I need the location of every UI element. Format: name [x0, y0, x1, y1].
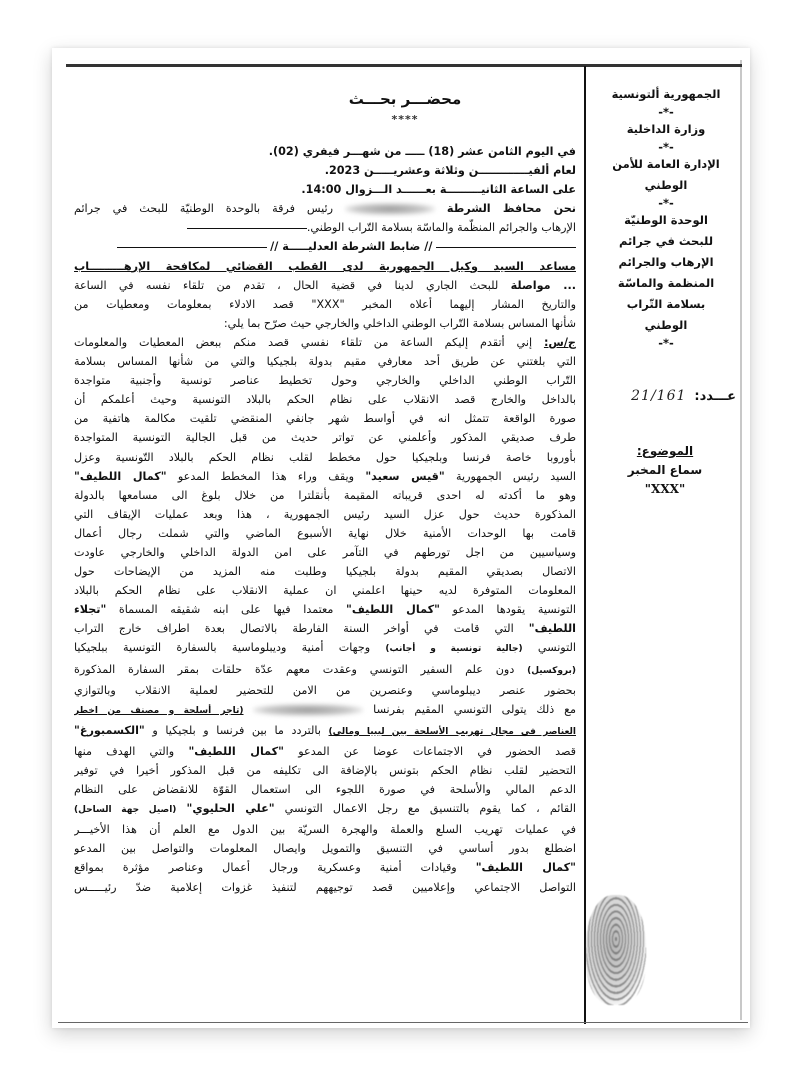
reference-number: [596, 388, 736, 404]
judicial-police-title: // ضابط الشرطة العدليـــــة //: [270, 240, 433, 254]
statement-line: المعلومات المتوفرة لديه حينها اعلمني ان عملية الانقلاب على نظام الحكم بالبلاد: [74, 584, 576, 598]
statement-line: وسياسيين من اجل تورطهم في التآمر على امن الدولة الداخلي والخارجي عاودت: [74, 545, 576, 559]
statement-line: التحضير لقلب نظام الحكم بتونس بالإضافة الى تكليفه من قبل المذكور أخيرا في توفير: [74, 764, 576, 777]
continuation-label: ... مواصلة: [510, 278, 576, 292]
parenthetical: (بروكسيل): [527, 665, 576, 676]
named-person: "كمال اللطيف": [346, 603, 440, 617]
officer-role: رئيس فرقة بالوحدة الوطنيّة للبحث في جرائم: [74, 202, 334, 216]
para1-line-3: شأنها المساس بسلامة التّراب الوطني الداخلي والخارجي حيث صرّح بما يلي:: [223, 316, 576, 330]
parenthetical: (اصيل جهة الساحل): [74, 805, 177, 816]
sidebar-line-unit-3: الإرهاب والجرائم: [618, 255, 714, 269]
statement-line: المذكورة حديث حول عزل السيد رئيس الجمهورية ، هذا وبعد عمليات الإيقاف التي: [74, 507, 576, 521]
named-person: "قيس سعيد": [365, 469, 445, 483]
fingerprint-mark: [586, 895, 646, 1005]
statement-text: إني أتقدم إليكم الساعة من تلقاء نفسي قصد منكم ببعض المعطيات والمعلومات: [74, 335, 533, 349]
date-line-1: في اليوم الثامن عشر (18) ـــــ من شهـــر فيفري (02).: [268, 145, 576, 158]
statement-line-1: [74, 333, 576, 352]
text: والتي الهدف منها: [74, 744, 175, 758]
statement-line: الدعم المالي والأسلحة في صورة اللجوء الى استعمال القوّة للانقضاض على النظام: [74, 783, 576, 797]
sidebar-separator: -*-: [658, 336, 674, 350]
statement-line: [74, 638, 576, 659]
statement-line: بحضور عنصر ديبلوماسي وعنصرين من الامن للتحضير لعملية الانقلاب وبالتوازي: [74, 683, 576, 697]
statement-line: [74, 619, 576, 638]
sidebar-header: [586, 84, 746, 350]
reference-label: عـــدد:: [694, 388, 736, 404]
text: التي قامت في أواخر السنة الفارطة بالاتصال بعدة اطراف خارج التراب: [74, 622, 514, 636]
named-person: "تجلاء: [74, 603, 107, 617]
statement-line: [74, 467, 576, 486]
para1-text: للبحث الجاري لدينا في قضية الحال ، تقدم من تلقاء نفسه في الساعة: [74, 278, 499, 292]
statement-line: [74, 660, 576, 681]
title-stars: ****: [391, 113, 419, 126]
named-person: "كمال اللطيف": [188, 744, 284, 758]
text: وقيادات أمنية وعسكرية ورجال أعمال وعناصر مؤثرة بمواقع: [74, 861, 457, 875]
sidebar-line-ministry: وزارة الداخلية: [626, 122, 706, 136]
top-rule: [66, 64, 742, 67]
statement-line: التواصل الاجتماعي وإعلاميين قصد توجيههم لتنفيذ غزوات إعلامية ضدّ رئيـــــس: [74, 880, 576, 894]
document-title: محضـــر بحـــث: [348, 90, 462, 108]
redacted-name: [345, 203, 435, 215]
assistant-line: مساعد السيد وكيل الجمهورية لدى القطب القضائي لمكافحة الإرهـــــــــاب: [74, 259, 576, 273]
statement-line: [74, 799, 576, 820]
officer-unit: الإرهاب والجرائم المنظّمة والماسّة بسلامة التّراب الوطني.: [306, 221, 576, 235]
text: وجهات أمنية وديبلوماسية بالسفارة التونسية ببلجيكيا: [74, 641, 371, 655]
text: التونسية يقودها المدعو: [452, 603, 576, 617]
question-label: ج/س:: [543, 335, 576, 349]
statement-line: [74, 858, 576, 877]
place-name: "الكسمبورغ": [74, 723, 145, 737]
text: مع ذلك يتولى التونسي المقيم بفرنسا: [373, 702, 576, 716]
reference-value-handwritten: 21/161: [631, 388, 687, 404]
text: ويقف وراء هذا المخطط المدعو: [177, 469, 355, 483]
statement-line: قامت بها الوحدات الأمنية خلال نهاية الأسبوع الماضي والتي شملت رجال أعمال: [74, 526, 576, 540]
text: السيد رئيس الجمهورية: [455, 469, 576, 483]
sidebar-line-unit: الوحدة الوطنيّة: [624, 213, 708, 227]
sidebar-separator: -*-: [658, 140, 674, 154]
sidebar-separator: -*-: [658, 105, 674, 119]
text: دون علم السفير التونسي وعقدت معهم عدّة حلقات بمقر السفارة المذكورة: [74, 662, 515, 676]
statement-line: [74, 742, 576, 761]
document-body: [74, 142, 576, 897]
bottom-rule: [58, 1022, 748, 1023]
officer-title: نحن محافظ الشرطة: [446, 202, 576, 216]
statement-line: التّراب الوطني الداخلي والخارجي وحول تخطيط عناصر تونسية وأجنبية متواجدة: [74, 374, 576, 388]
named-person: "كمال اللطيف": [475, 861, 576, 875]
parenthetical: (تاجر أسلحة و مصنف من اخطر: [74, 705, 244, 716]
subject-block: [590, 442, 740, 499]
statement-line: [74, 721, 576, 742]
sidebar-line-directorate-2: الوطني: [644, 178, 688, 192]
named-person: "كمال اللطيف": [74, 469, 167, 483]
statement-line: [74, 700, 576, 721]
statement-line: الاتصال بصديقي المقيم بدولة بلجيكيا وطلبت منه المزيد من الإيضاحات حول: [74, 565, 576, 579]
judicial-police-line: [74, 237, 576, 256]
sidebar-line-unit-4: المنظمة والماسّة: [617, 276, 715, 290]
sidebar-line-unit-2: للبحث في جرائم: [618, 234, 714, 248]
sidebar-line-republic: الجمهورية ألتونسية: [611, 87, 721, 101]
statement-line: صورة الواقعة تتمثل انه في أواسط شهر جانفي المنقضي تلقيت مكالمة هاتفية من: [74, 412, 576, 426]
statement-line: وهو ما أكدته له احدى قريباته المقيمة بأنقلترا من خلال بلوغ الى مسامعها بالدولة: [74, 488, 576, 502]
subject-label: الموضوع:: [636, 444, 694, 458]
text: التونسي: [537, 641, 576, 655]
officer-line-1: [74, 199, 576, 218]
named-person: "علي الحليوي": [186, 802, 275, 816]
text: القائم ، كما يقوم بالتنسيق مع رجل الاعمال التونسي: [284, 802, 576, 816]
para1-line-2: والتاريخ المشار إليهما أعلاه المخبر "XXX" قصد الادلاء بمعلومات ومعطيات من: [74, 297, 576, 311]
parenthetical: (جالية تونسية و أجانب): [385, 644, 523, 655]
statement-line: التي بلغتني عن طريق أحد معارفي مقيم بدولة بلجيكيا والتي من شأنها المساس بسلامة: [74, 355, 576, 369]
statement-line: بالداخل والخارج قصد الانقلاب على نظام الحكم بالبلاد التونسية وحيث أعلمكم أن: [74, 393, 576, 407]
sidebar-line-unit-6: الوطني: [644, 318, 688, 332]
date-line-2: لعام ألفيـــــــــــــن وثلاثة وعشريـــــن 2023.: [324, 164, 576, 178]
named-person: اللطيف": [528, 622, 576, 636]
sidebar-separator: -*-: [658, 196, 674, 210]
sidebar-line-directorate: الإدارة العامة للأمن: [612, 157, 720, 171]
para1-line-1: [74, 276, 576, 295]
text: معتمدا فيها على ابنه شقيقه المسماة: [118, 603, 334, 617]
statement-line: بأوروبا خاصة فرنسا وبلجيكيا حول مخطط لقلب نظام الحكم بالبلاد التّونسية وعزل: [74, 450, 576, 464]
text: قصد الحضور في الاجتماعات عوضا عن المدعو: [298, 744, 576, 758]
statement-line: [74, 600, 576, 619]
statement-line: اضطلع بدور أساسي في التنسيق والتمويل وايصال المعلومات والتواصل بين المدعو: [74, 842, 576, 856]
officer-line-2: [74, 218, 576, 237]
sidebar-line-unit-5: بسلامة التّراب: [626, 297, 706, 311]
subject-text: سماع المخبر: [627, 463, 703, 477]
date-line-3: على الساعة الثانيـــــــــة بعــــــد الـــزوال 14:00.: [301, 183, 576, 197]
text: بالتردد ما بين فرنسا و بلجيكيا و: [152, 723, 321, 737]
statement-line: طرف صديقي المذكور وأعلمني عن تواتر حديث من قبل الجالية التونسية المتواجدة: [74, 431, 576, 445]
parenthetical: العناصر في مجال تهريب الأسلحة بين ليبيا ومالي): [328, 726, 576, 737]
redacted-name: [253, 704, 363, 716]
statement-line: في عمليات تهريب السلع والعملة والهجرة السريّة بين الدول مع العلم أن هذا الأخيـــر: [74, 823, 576, 837]
subject-code: "XXX": [644, 482, 686, 496]
